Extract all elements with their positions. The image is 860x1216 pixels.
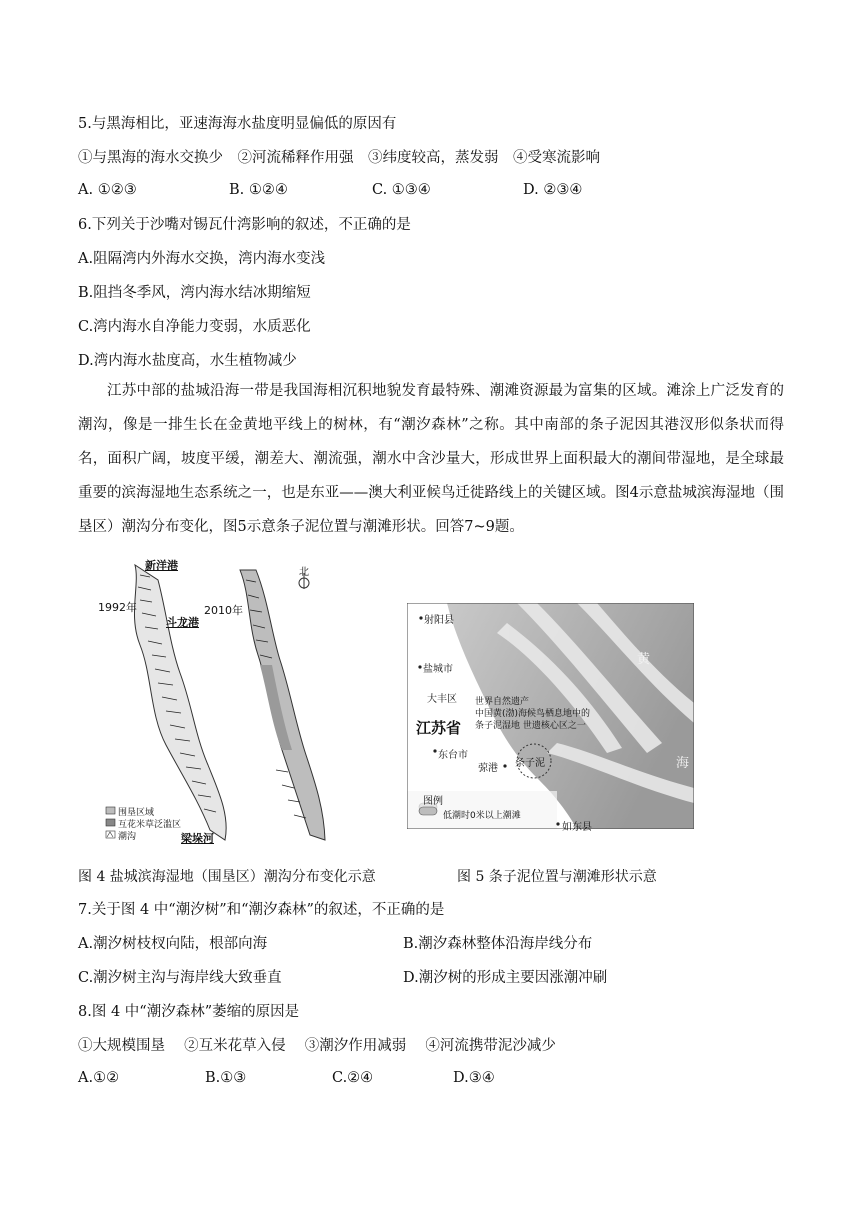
q8-option-a: A.①②: [78, 1070, 120, 1086]
fig5-heritage-line2: 中国黄(渤)海候鸟栖息地中的: [475, 709, 591, 719]
fig5-label-qianggang: 弶港: [478, 763, 498, 774]
fig4-label-xinyanggang: 新洋港: [145, 559, 178, 572]
fig4-legend-creek: 潮沟: [118, 832, 137, 842]
q8-option-c: C.②④: [332, 1070, 374, 1086]
q8-option-b: B.①③: [205, 1070, 247, 1086]
q6-option-a: A.阻隔湾内外海水交换，湾内海水变浅: [78, 251, 326, 267]
q6-stem: 6.下列关于沙嘴对锡瓦什湾影响的叙述，不正确的是: [78, 217, 411, 233]
fig4-label-2010: 2010年: [204, 604, 243, 617]
fig5-label-jiangsu: 江苏省: [416, 719, 462, 737]
q5-option-a: A. ①②③: [78, 182, 137, 198]
q6-option-d: D.湾内海水盐度高，水生植物减少: [78, 353, 297, 369]
fig4-label-liangduohe: 梁垛河: [181, 832, 214, 845]
q7-option-d: D.潮汐树的形成主要因涨潮冲刷: [403, 970, 608, 986]
q6-option-c: C.湾内海水自净能力变弱，水质恶化: [78, 319, 311, 335]
fig5-label-tiaozini: 条子泥: [515, 758, 545, 769]
fig5-label-sheyang: 射阳县: [424, 615, 454, 626]
fig5-label-rudong: 如东县: [562, 822, 592, 833]
q5-items: ①与黑海的海水交换少 ②河流稀释作用强 ③纬度较高，蒸发弱 ④受寒流影响: [78, 150, 600, 166]
q8-stem: 8.图 4 中“潮汐森林”萎缩的原因是: [78, 1004, 300, 1020]
fig4-north-label: 北: [299, 567, 309, 578]
q7-stem: 7.关于图 4 中“潮汐树”和“潮汐森林”的叙述，不正确的是: [78, 902, 445, 918]
q5-option-d: D. ②③④: [523, 182, 583, 198]
fig5-sea-label-a: 黄: [637, 652, 651, 667]
fig5-label-dongtai: 东台市: [438, 750, 468, 761]
fig5-caption: 图 5 条子泥位置与潮滩形状示意: [457, 869, 657, 885]
q7-option-a: A.潮汐树枝杈向陆，根部向海: [78, 936, 268, 952]
fig5-legend-item: 低潮时0米以上潮滩: [443, 811, 521, 821]
fig4-caption: 图 4 盐城滨海湿地（围垦区）潮沟分布变化示意: [78, 869, 376, 885]
fig4-label-doulonggang: 斗龙港: [166, 616, 199, 629]
q7-option-c: C.潮汐树主沟与海岸线大致垂直: [78, 970, 282, 986]
q7-option-b: B.潮汐森林整体沿海岸线分布: [403, 936, 593, 952]
fig5-sea-label-b: 海: [676, 756, 690, 771]
q5-option-c: C. ①③④: [372, 182, 431, 198]
fig5-label-dafeng: 大丰区: [427, 694, 457, 705]
fig4-label-1992: 1992年: [98, 601, 137, 614]
fig5-heritage-line3: 条子泥湿地 世遗核心区之一: [475, 721, 586, 731]
q8-option-d: D.③④: [453, 1070, 495, 1086]
fig5-label-yancheng: 盐城市: [423, 664, 453, 675]
fig4-legend-spartina: 互花米草泛滥区: [118, 820, 182, 830]
q8-items: ①大规模围垦 ②互米花草入侵 ③潮汐作用减弱 ④河流携带泥沙减少: [78, 1038, 556, 1054]
fig5-heritage-line1: 世界自然遗产: [475, 697, 530, 707]
fig4-legend-reclaim: 围垦区域: [118, 808, 155, 818]
q6-option-b: B.阻挡冬季风，湾内海水结冰期缩短: [78, 285, 311, 301]
fig5-legend-title: 图例: [423, 796, 443, 807]
q5-option-b: B. ①②④: [229, 182, 288, 198]
passage: 江苏中部的盐城沿海一带是我国海相沉积地貌发育最特殊、潮滩资源最为富集的区域。滩涂上广泛发育的潮沟，像是一排生长在金黄地平线上的树林，有“潮汐森林”之称。其中南部的条子泥因其港汊形似条状而得名，面积广阔，坡度平缓，潮差大、潮流强，潮水中含沙量大，形成世界上面积最大的潮间带湿地，是全球最重要的滨海湿地生态系统之一，也是东亚——澳大利亚候鸟迁徙路线上的关键区域。图4示意盐城滨海湿地（围垦区）潮沟分布变化，图5示意条子泥位置与潮滩形状。回答7~9题。: [78, 383, 784, 535]
q5-stem: 5.与黑海相比，亚速海海水盐度明显偏低的原因有: [78, 116, 397, 132]
